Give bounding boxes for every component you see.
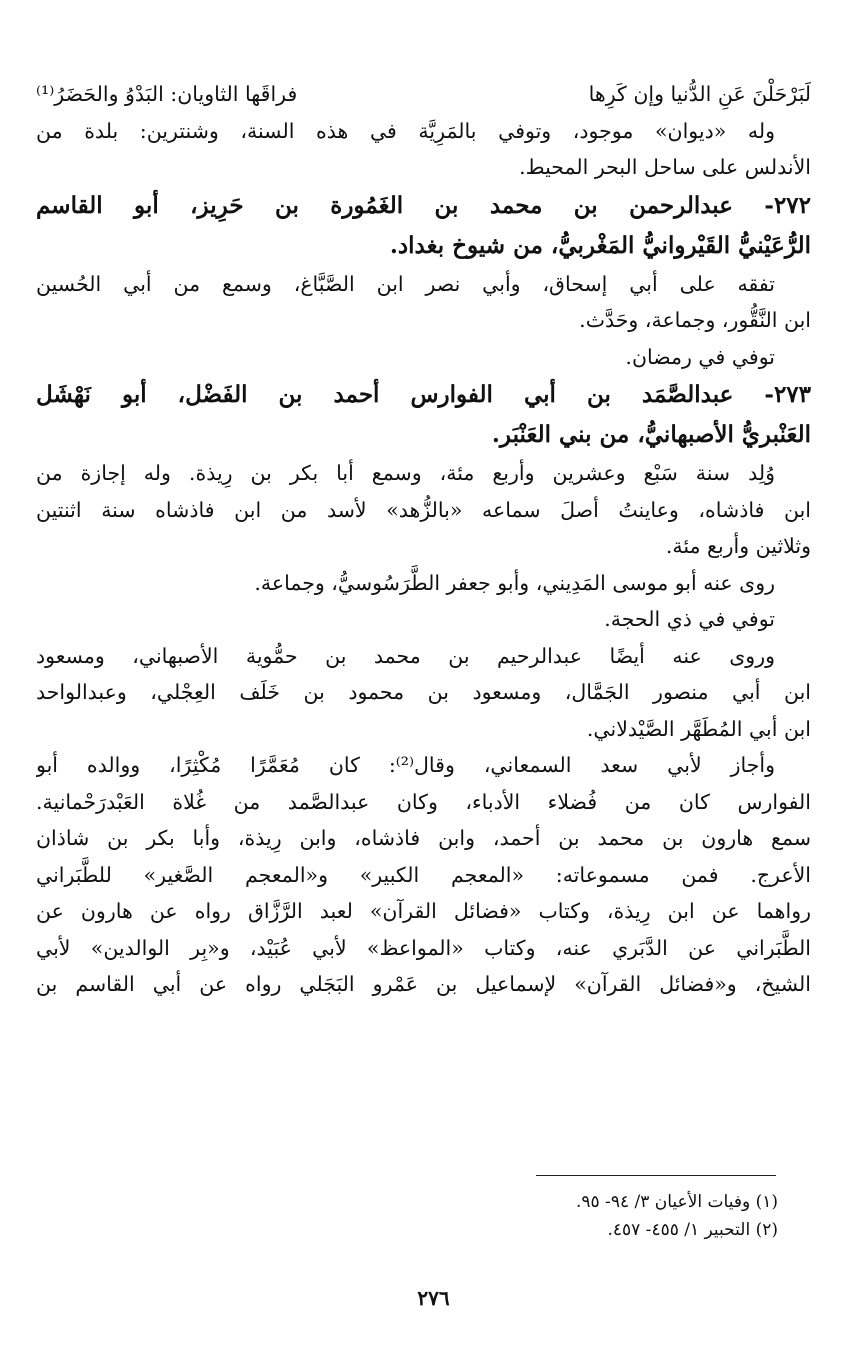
verse-hemistich-left: فراقَها الثاويان: البَدْوُ والحَضَرُ⁽¹⁾ — [36, 82, 298, 106]
text-line: توفي في ذي الحجة. — [604, 607, 775, 631]
text-line: توفي في رمضان. — [625, 344, 775, 369]
entry-heading-273-cont: العَنْبريُّ الأصبهانيُّ، من بني العَنْبَر. — [491, 421, 811, 448]
text-line: ابن فاذشاه، وعاينتُ أصلَ سماعه «بالزُّهد» لأسد من ابن فاذشاه سنة اثنتين — [36, 497, 811, 522]
page-number: ٢٧٦ — [417, 1286, 450, 1310]
poem-verse — [36, 76, 811, 113]
text-line: وثلاثين وأربع مئة. — [665, 534, 811, 558]
text-line: الأندلس على ساحل البحر المحيط. — [519, 155, 811, 179]
text-line: روى عنه أبو موسى المَدِيني، وأبو جعفر الطَّرَسُوسيُّ، وجماعة. — [254, 570, 775, 595]
main-text — [36, 76, 811, 1003]
entry-heading-272-cont: الرُّعَيْنيُّ القَيْروانيُّ المَغْربيُّ، من شيوخ بغداد. — [389, 231, 811, 259]
text-line: الفوارس كان من فُضلاء الأدباء، وكان عبدالصَّمد من غُلاة العَبْدرَحْمانية. — [36, 789, 811, 814]
text-line: وُلِد سنة سَبْع وعشرين وأربع مئة، وسمع أبا بكر بن رِيذة. وله إجازة من — [36, 461, 775, 485]
text-line: ابن أبي المُطَهَّر الصَّيْدلاني. — [586, 716, 811, 741]
text-line: رواهما عن ابن رِيذة، وكتاب «فضائل القرآن» لعبد الرَّزَّاق رواه عن هارون عن — [36, 899, 811, 923]
footnote-1: (١) وفيات الأعيان ٣/ ٩٤- ٩٥. — [575, 1192, 778, 1212]
footnotes — [36, 1188, 778, 1244]
entry-heading-272: ٢٧٢- عبدالرحمن بن محمد بن الغَمُورة بن حَرِيز، أبو القاسم — [36, 191, 811, 219]
text-line: وأجاز لأبي سعد السمعاني، وقال⁽²⁾: كان مُعَمَّرًا مُكْثِرًا، ووالده أبو — [36, 753, 775, 777]
text-line: ابن النَّقُّور، وجماعة، وحَدَّث. — [579, 308, 811, 332]
text-line: الشيخ، و«فضائل القرآن» لإسماعيل بن عَمْرو البَجَلي رواه عن أبي القاسم بن — [36, 972, 811, 996]
text-line: الطَّبَراني عن الدَّبَري عنه، وكتاب «المواعظ» لأبي عُبَيْد، و«بِر الوالدين» لأبي — [36, 935, 811, 960]
text-line: تفقه على أبي إسحاق، وأبي نصر ابن الصَّبَّاغ، وسمع من أبي الحُسين — [36, 271, 775, 296]
text-line: الأعرج. فمن مسموعاته: «المعجم الكبير» و«المعجم الصَّغير» للطَّبَراني — [36, 862, 811, 887]
text-line: ابن أبي منصور الجَمَّال، ومسعود بن محمود بن خَلَف العِجْلي، وعبدالواحد — [36, 680, 811, 704]
footnote-2: (٢) التحبير ١/ ٤٥٥- ٤٥٧. — [607, 1220, 778, 1240]
verse-hemistich-right: لَبَرْحَلْنَ عَنِ الدُّنيا وإن كَرِها — [588, 82, 811, 106]
text-line: سمع هارون بن محمد بن أحمد، وابن فاذشاه، وابن رِيذة، وأبا بكر بن شاذان — [36, 826, 811, 850]
text-line: وله «ديوان» موجود، وتوفي بالمَرِيَّة في هذه السنة، وشنترين: بلدة من — [36, 118, 775, 143]
entry-heading-273: ٢٧٣- عبدالصَّمَد بن أبي الفوارس أحمد بن الفَضْل، أبو نَهْشَل — [36, 381, 811, 408]
footnote-divider — [536, 1175, 776, 1176]
text-line: وروى عنه أيضًا عبدالرحيم بن محمد بن حمُّوية الأصبهاني، ومسعود — [36, 643, 775, 668]
